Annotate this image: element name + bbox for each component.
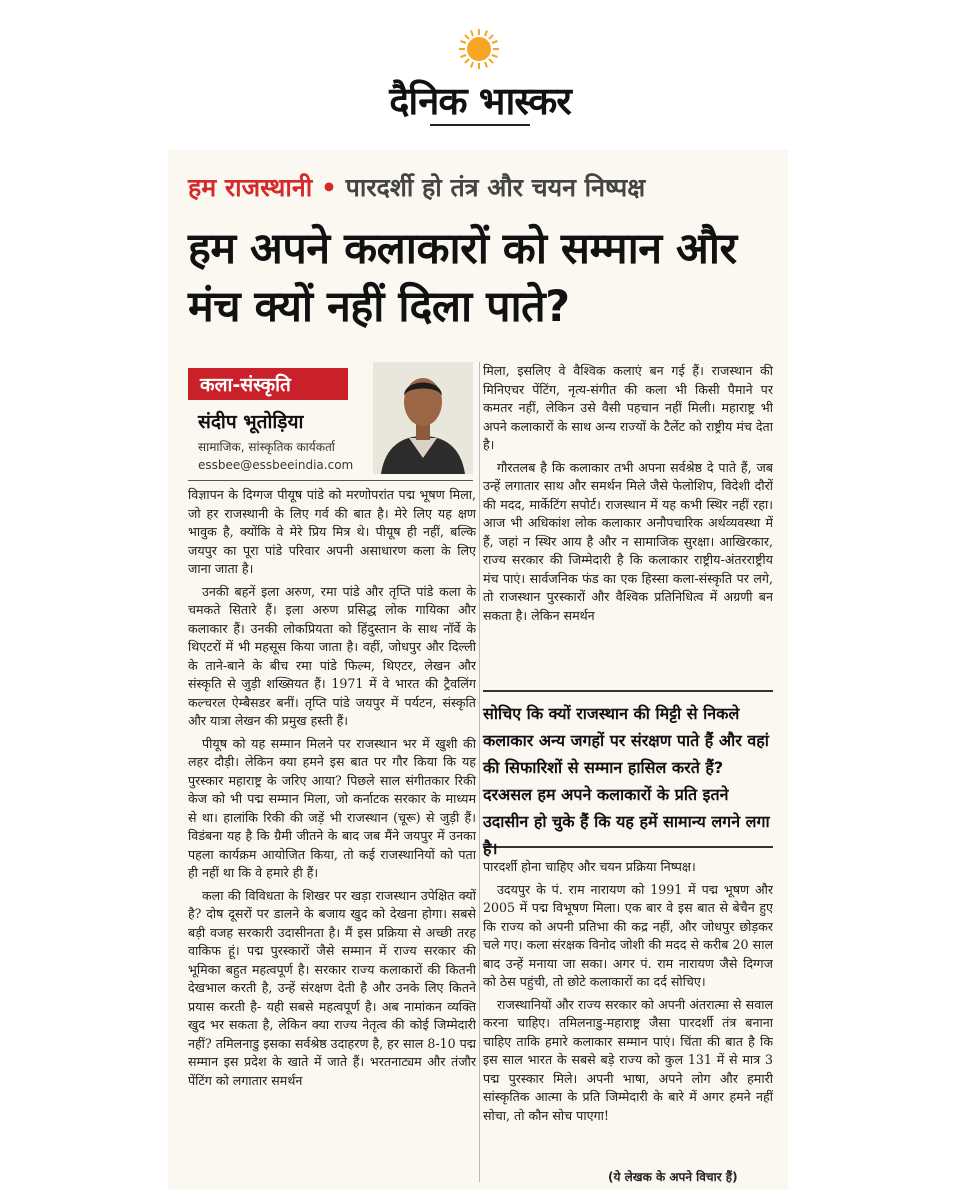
pull-quote: सोचिए कि क्यों राजस्थान की मिट्टी से निकले कलाकार अन्य जगहों पर संरक्षण पाते हैं और वहां की सिफारिशों से सम्मान हासिल करते हैं? दरअसल हम अपने कलाकारों के प्रति इतने उदासीन हो चुके हैं कि यह हमें सामान्य लगने लगा है। bbox=[483, 690, 773, 848]
author-disclaimer: (ये लेखक के अपने विचार हैं) bbox=[608, 1170, 738, 1184]
paragraph: उनकी बहनें इला अरुण, रमा पांडे और तृप्ति पांडे कला के चमकते सितारे हैं। इला अरुण प्रसिद्ध लोक गायिका और कलाकार हैं। उनकी लोकप्रियता को हिंदुस्तान के साथ नॉर्वे के थिएटरों में भी महसूस किया जाता है। वहीं, जोधपुर और दिल्ली के ताने-बाने के बीच रमा पांडे फिल्म, थिएटर, लेखन और संस्कृति से जुड़ी शख्सियत हैं। 1971 में वे भारत की ट्रैवलिंग कल्चरल ऐम्बैसडर बनीं। तृप्ति पांडे जयपुर में पर्यटन, संस्कृति और यात्रा लेखन की प्रमुख हस्ती हैं। bbox=[188, 583, 476, 728]
article-kicker bbox=[188, 170, 645, 204]
kicker-subtitle: पारदर्शी हो तंत्र और चयन निष्पक्ष bbox=[345, 173, 646, 202]
masthead bbox=[0, 0, 960, 140]
article-column-right-bottom bbox=[483, 858, 773, 1188]
brand-logo-text: दैनिक भास्कर bbox=[389, 78, 571, 123]
paragraph: कला की विविधता के शिखर पर खड़ा राजस्थान उपेक्षित क्यों है? दोष दूसरों पर डालने के बजाय खुद को देखना होगा। सबसे बड़ी वजह सरकारी उदासीनता है। मैं इस प्रक्रिया से अच्छी तरह वाकिफ हूं। पद्म पुरस्कारों जैसे सम्मान में राज्य सरकार की भूमिका बहुत महत्वपूर्ण है। सरकार राज्य कलाकारों की कितनी देखभाल करती है, उन्हें संरक्षण देती है और उनके लिए कितने प्रयास करती है- यही सबसे महत्वपूर्ण है। अब नामांकन व्यक्ति खुद भर सकता है, लेकिन क्या राज्य नेतृत्व की कोई जिम्मेदारी नहीं? तमिलनाडु इसका सर्वश्रेष्ठ उदाहरण है, हर साल 8-10 पद्म सम्मान इस प्रदेश के खाते में जाते हैं। भरतनाट्यम और तंजौर पेंटिंग को लगातार समर्थन bbox=[188, 887, 476, 1088]
article-column-right-top bbox=[483, 362, 773, 680]
paragraph: मिला, इसलिए वे वैश्विक कलाएं बन गई हैं। राजस्थान की मिनिएचर पेंटिंग, नृत्य-संगीत की कला भी किसी पैमाने पर कमतर नहीं, लेकिन उसे वैसी पहचान नहीं मिली। महाराष्ट्र भी अपने कलाकारों के साथ अन्य राज्यों के टैलेंट को राष्ट्रीय मंच देता है। bbox=[483, 363, 773, 452]
section-badge: कला-संस्कृति bbox=[188, 368, 348, 400]
paragraph: राजस्थानियों और राज्य सरकार को अपनी अंतरात्मा से सवाल करना चाहिए। तमिलनाडु-महाराष्ट्र जैसा पारदर्शी तंत्र बनाना चाहिए ताकि हमारे कलाकार सम्मान पाएं। चिंता की बात है कि इस साल भारत के सबसे बड़े राज्य को कुल 131 में से मात्र 3 पद्म पुरस्कार मिले। अपनी भाषा, अपने लोग और हमारी सांस्कृतिक आत्मा के प्रति जिम्मेदारी के बारे में अगर हमने नहीं सोचा, तो कौन सोच पाएगा! bbox=[483, 996, 773, 1123]
paragraph: विज्ञापन के दिग्गज पीयूष पांडे को मरणोपरांत पद्म भूषण मिला, जो हर राजस्थानी के लिए गर्व की बात है। मेरे लिए यह क्षण भावुक है, क्योंकि वे मेरे प्रिय मित्र थे। पीयूष ही नहीं, बल्कि जयपुर का पूरा पांडे परिवार अपनी असाधारण कला के लिए जाना जाता है। bbox=[188, 487, 476, 576]
author-photo bbox=[373, 362, 473, 474]
kicker-series: हम राजस्थानी bbox=[188, 173, 313, 202]
article-headline: हम अपने कलाकारों को सम्मान और मंच क्यों नहीं दिला पाते? bbox=[188, 224, 737, 332]
author-email: essbee@essbeeindia.com bbox=[198, 458, 354, 472]
author-role: सामाजिक, सांस्कृतिक कार्यकर्ता bbox=[198, 440, 335, 454]
author-name: संदीप भूतोड़िया bbox=[198, 411, 304, 433]
sun-logo-icon bbox=[458, 28, 500, 70]
paragraph: पीयूष को यह सम्मान मिलने पर राजस्थान भर में खुशी की लहर दौड़ी। लेकिन क्या हमने इस बात पर गौर किया कि यह पुरस्कार महाराष्ट्र के जरिए आया? पिछले साल संगीतकार रिकी केज को भी पद्म सम्मान मिला, जो कर्नाटक सरकार के माध्यम से था। हालांकि रिकी की जड़ें भी राजस्थान (चूरू) से जुड़ी हैं। विडंबना यह है कि ग्रैमी जीतने के बाद जब मैंने जयपुर में उनका पहला कार्यक्रम आयोजित किया, तो कई राजस्थानियों को पता ही नहीं था कि वे हमारे ही हैं। bbox=[188, 735, 476, 880]
kicker-dot: • bbox=[320, 173, 337, 202]
author-box bbox=[188, 362, 473, 474]
paragraph: गौरतलब है कि कलाकार तभी अपना सर्वश्रेष्ठ दे पाते हैं, जब उन्हें लगातार साथ और समर्थन मिले जैसे फेलोशिप, विदेशी दौरों की मदद, मार्केटिंग सपोर्ट। राजस्थान में यह कभी स्थिर नहीं रहा। आज भी अधिकांश लोक कलाकार अनौपचारिक अर्थव्यवस्था में हैं, जहां न स्थिर आय है और न सामाजिक सुरक्षा। आखिरकार, राज्य सरकार की जिम्मेदारी है कि कलाकार राष्ट्रीय-अंतरराष्ट्रीय मंच पाएं। सार्वजनिक फंड का एक हिस्सा कला-संस्कृति पर लगे, तो राजस्थान पुरस्कारों और वैश्विक प्रतिनिधित्व में अग्रणी बन सकता है। लेकिन समर्थन bbox=[483, 459, 773, 623]
column-divider bbox=[479, 362, 480, 1182]
author-divider bbox=[188, 480, 473, 481]
logo-underline bbox=[430, 124, 530, 126]
paragraph: पारदर्शी होना चाहिए और चयन प्रक्रिया निष्पक्ष। bbox=[483, 859, 696, 874]
paragraph: उदयपुर के पं. राम नारायण को 1991 में पद्म भूषण और 2005 में पद्म विभूषण मिला। एक बार वे इस बात से बेचैन हुए कि राज्य को अपनी प्रतिभा की कद्र नहीं, और जोधपुर छोड़कर चले गए। कला संरक्षक विनोद जोशी की मदद से करीब 20 साल बाद उन्हें मनाया जा सका। अगर पं. राम नारायण जैसे दिग्गज को ठेस पहुंची, तो छोटे कलाकारों का दर्द सोचिए। bbox=[483, 881, 773, 989]
article-column-left bbox=[188, 486, 476, 1186]
article-clipping bbox=[168, 150, 788, 1190]
